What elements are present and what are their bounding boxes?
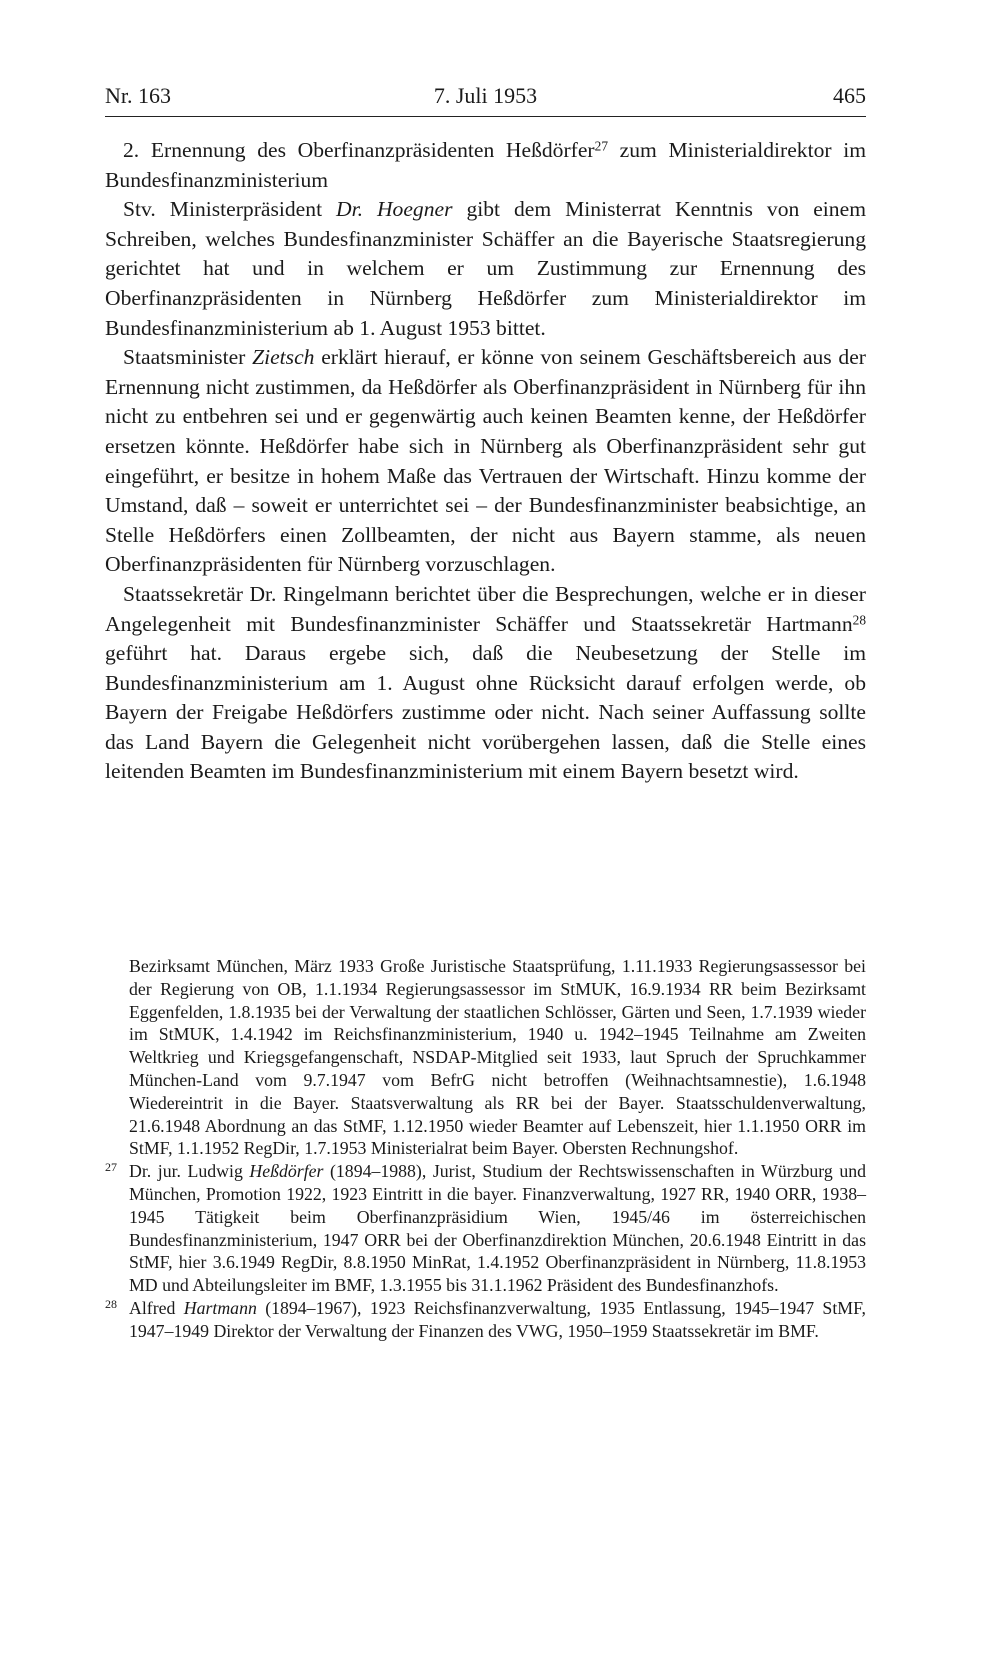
footnote-27: 27 Dr. jur. Ludwig Heßdörfer (1894–1988), Jurist, Studium der Rechtswissenschaften in Würzburg und München, Promotion 1922, 1923 Eintritt in die bayer. Finanzverwaltung, 1927 RR, 1940 ORR, 1938–1945 Tätigkeit beim Oberfinanzpräsidium Wien, 1945/46 im österreichischen Bundesfinanzministerium, 1947 ORR bei der Oberfinanzdirektion München, 20.6.1948 Eintritt in das StMF, hier 3.6.1949 RegDir, 8.8.1950 MinRat, 1.4.1952 Oberfinanzpräsident in Nürnberg, 11.8.1953 MD und Abteilungsleiter im BMF, 1.3.1955 bis 31.1.1962 Präsident des Bundesfinanzhofs. bbox=[105, 1160, 866, 1296]
header-date: 7. Juli 1953 bbox=[433, 83, 538, 108]
footnote-number: 27 bbox=[105, 1160, 117, 1175]
paragraph-hoegner: Stv. Ministerpräsident Dr. Hoegner gibt dem Ministerrat Kenntnis von einem Schreiben, welches Bundesfinanzminister Schäffer an die Bayerische Staatsregierung gerichtet hat und in welchem er um Zustimmung zur Ernennung des Oberfinanzpräsidenten in Nürnberg Heßdörfer zum Ministerialdirektor im Bundesfinanzministerium ab 1. August 1953 bittet. bbox=[105, 197, 866, 340]
footnote-ref-27[interactable]: 27 bbox=[594, 138, 609, 154]
footnotes bbox=[105, 955, 866, 1343]
speaker-name: Zietsch bbox=[252, 345, 315, 370]
running-head bbox=[105, 82, 866, 117]
paragraph-zietsch: Staatsminister Zietsch erklärt hierauf, er könne von seinem Geschäftsbereich aus der Ernennung nicht zustimmen, da Heßdörfer als Oberfinanzpräsident in Nürnberg für ihn nicht zu entbehren sei und er gegenwärtig auch keinen Beamten kenne, der Heßdörfer ersetzen könnte. Heßdörfer habe sich in Nürnberg als Oberfinanzpräsident sehr gut eingeführt, er besitze in hohem Maße das Vertrauen der Wirtschaft. Hinzu komme der Umstand, daß – soweit er unterrichtet sei – der Bundesfinanzminister beabsichtige, an Stelle Heßdörfers einen Zollbeamten, der nicht aus Bayern stamme, als neuen Oberfinanzpräsidenten für Nürnberg vorzuschlagen. bbox=[105, 345, 866, 577]
agenda-item-heading: 2. Ernennung des Oberfinanzpräsidenten Heßdörfer$^{27}$ zum Ministerialdirektor im Bundesfinanzministerium bbox=[105, 138, 866, 192]
footnote-continued: Bezirksamt München, März 1933 Große Juristische Staatsprüfung, 1.11.1933 Regierungsassessor bei der Regierung von OB, 1.1.1934 Regierungsassessor im StMUK, 16.9.1934 RR beim Bezirksamt Eggenfelden, 1.8.1935 bei der Verwaltung der staatlichen Schlösser, Gärten und Seen, 1.7.1939 wieder im StMUK, 1.4.1942 im Reichsfinanzministerium, 1940 u. 1942–1945 Teilnahme am Zweiten Weltkrieg und Kriegsgefangenschaft, NSDAP-Mitglied seit 1933, laut Spruch der Spruchkammer München-Land vom 9.7.1947 vom BefrG nicht betroffen (Weihnachtsamnestie), 1.6.1948 Wiedereintrit in die Bayer. Staatsverwaltung als RR bei der Bayer. Staatsschuldenverwaltung, 21.6.1948 Abordnung an das StMF, 1.12.1950 wieder Beamter auf Lebenszeit, hier 1.1.1950 ORR im StMF, 1.1.1952 RegDir, 1.7.1953 Ministerialrat beim Bayer. Obersten Rechnungshof. bbox=[129, 956, 866, 1159]
footnote-number: 28 bbox=[105, 1296, 117, 1311]
document-number: Nr. 163 bbox=[105, 83, 171, 108]
person-name: Hartmann bbox=[183, 1297, 257, 1318]
speaker-name: Dr. Hoegner bbox=[336, 197, 453, 222]
footnote-28: 28 Alfred Hartmann (1894–1967), 1923 Reichsfinanzverwaltung, 1935 Entlassung, 1945–1947 StMF, 1947–1949 Direktor der Verwaltung der Finanzen des VWG, 1950–1959 Staatssekretär im BMF. bbox=[105, 1296, 866, 1341]
person-name: Heßdörfer bbox=[249, 1161, 324, 1182]
page-number: 465 bbox=[833, 83, 866, 108]
main-text bbox=[105, 136, 866, 787]
footnote-ref-28[interactable]: 28 bbox=[852, 611, 866, 627]
paragraph-ringelmann: Staatssekretär Dr. Ringelmann berichtet über die Besprechungen, welche er in dieser Angelegenheit mit Bundesfinanzminister Schäffer und Staatssekretär Hartmann$^{28}$ geführt hat. Daraus ergebe sich, daß die Neubesetzung der Stelle im Bundesfinanzministerium am 1. August ohne Rücksicht darauf erfolgen werde, ob Bayern der Freigabe Heßdörfers zustimme oder nicht. Nach seiner Auffassung sollte das Land Bayern die Gelegenheit nicht vorübergehen lassen, daß die Stelle eines leitenden Beamten im Bundesfinanzministerium mit einem Bayern besetzt wird. bbox=[105, 581, 866, 784]
